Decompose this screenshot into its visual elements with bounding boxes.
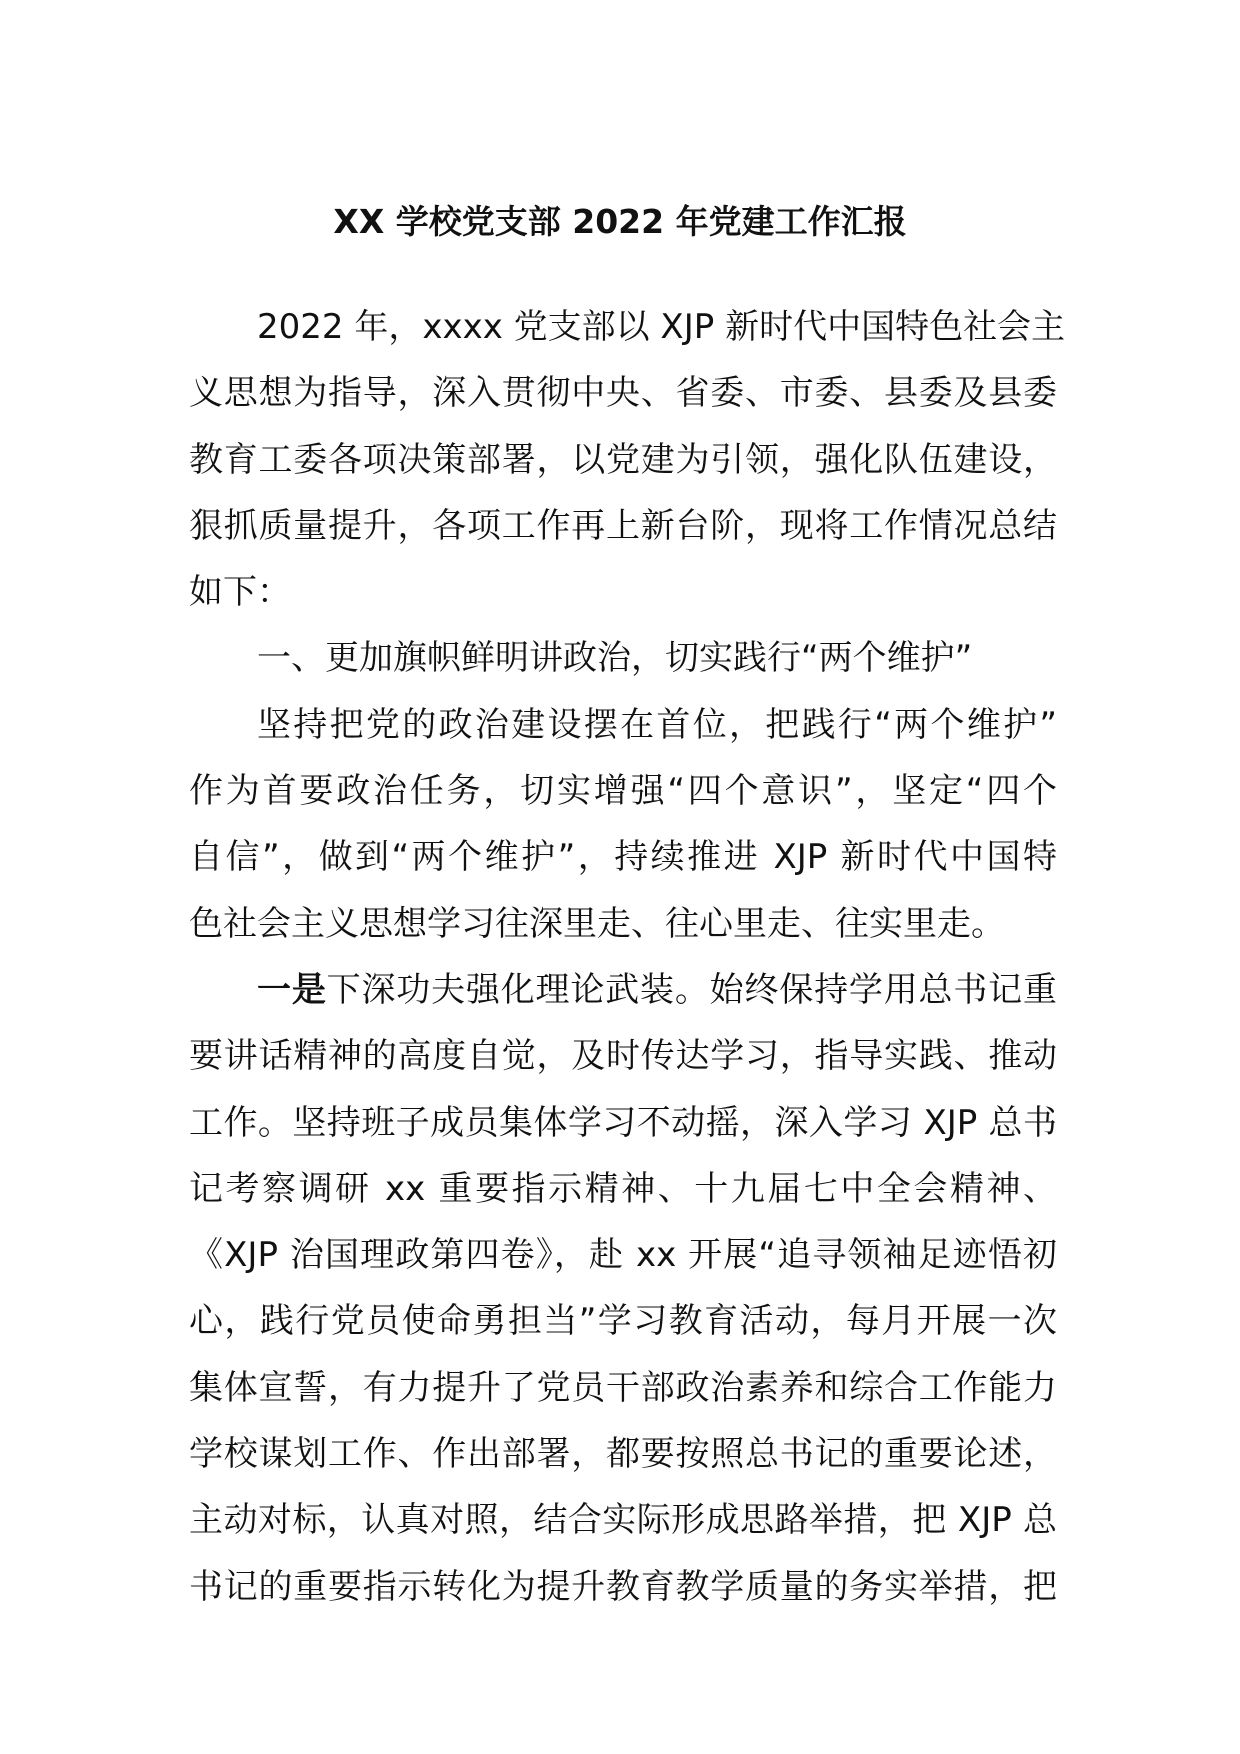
text-line: 作为首要政治任务，切实增强“四个意识”，坚定“四个 <box>189 771 1057 812</box>
text-line: 要讲话精神的高度自觉，及时传达学习，指导实践、推动 <box>189 1036 1057 1077</box>
text-line: 如下： <box>189 572 291 613</box>
text-line: 书记的重要指示转化为提升教育教学质量的务实举措，把 <box>189 1566 1057 1607</box>
text-line: 集体宣誓，有力提升了党员干部政治素养和综合工作能力 <box>189 1367 1057 1408</box>
text-line: 色社会主义思想学习往深里走、往心里走、往实里走。 <box>189 903 1005 944</box>
section-heading: 一、更加旗帜鲜明讲政治，切实践行“两个维护” <box>257 638 973 679</box>
text-line: 狠抓质量提升，各项工作再上新台阶，现将工作情况总结 <box>189 505 1057 546</box>
text-line: 记考察调研 xx 重要指示精神、十九届七中全会精神、 <box>189 1168 1057 1209</box>
text-line: 主动对标，认真对照，结合实际形成思路举措，把 XJP 总 <box>189 1500 1057 1541</box>
text-line: 义思想为指导，深入贯彻中央、省委、市委、县委及县委 <box>189 373 1057 414</box>
text-line: 工作。坚持班子成员集体学习不动摇，深入学习 XJP 总书 <box>189 1102 1057 1143</box>
text-line: 《XJP 治国理政第四卷》，赴 xx 开展“追寻领袖足迹悟初 <box>189 1235 1057 1276</box>
text-line: 学校谋划工作、作出部署，都要按照总书记的重要论述， <box>189 1434 1057 1475</box>
bold-lead: 一是 <box>257 969 327 1010</box>
text-line: 坚持把党的政治建设摆在首位，把践行“两个维护” <box>257 704 1057 745</box>
text-line: 教育工委各项决策部署，以党建为引领，强化队伍建设， <box>189 439 1057 480</box>
document-title: XX 学校党支部 2022 年党建工作汇报 <box>333 202 907 241</box>
document-body <box>189 294 1066 1620</box>
text-line <box>189 957 1057 1023</box>
text-line: 自信”，做到“两个维护”，持续推进 XJP 新时代中国特 <box>189 837 1057 878</box>
text-line: 心，践行党员使命勇担当”学习教育活动，每月开展一次 <box>189 1301 1057 1342</box>
text-line: 2022 年，xxxx 党支部以 XJP 新时代中国特色社会主 <box>257 307 1066 347</box>
text-span: 下深功夫强化理论武装。始终保持学用总书记重 <box>326 969 1058 1010</box>
